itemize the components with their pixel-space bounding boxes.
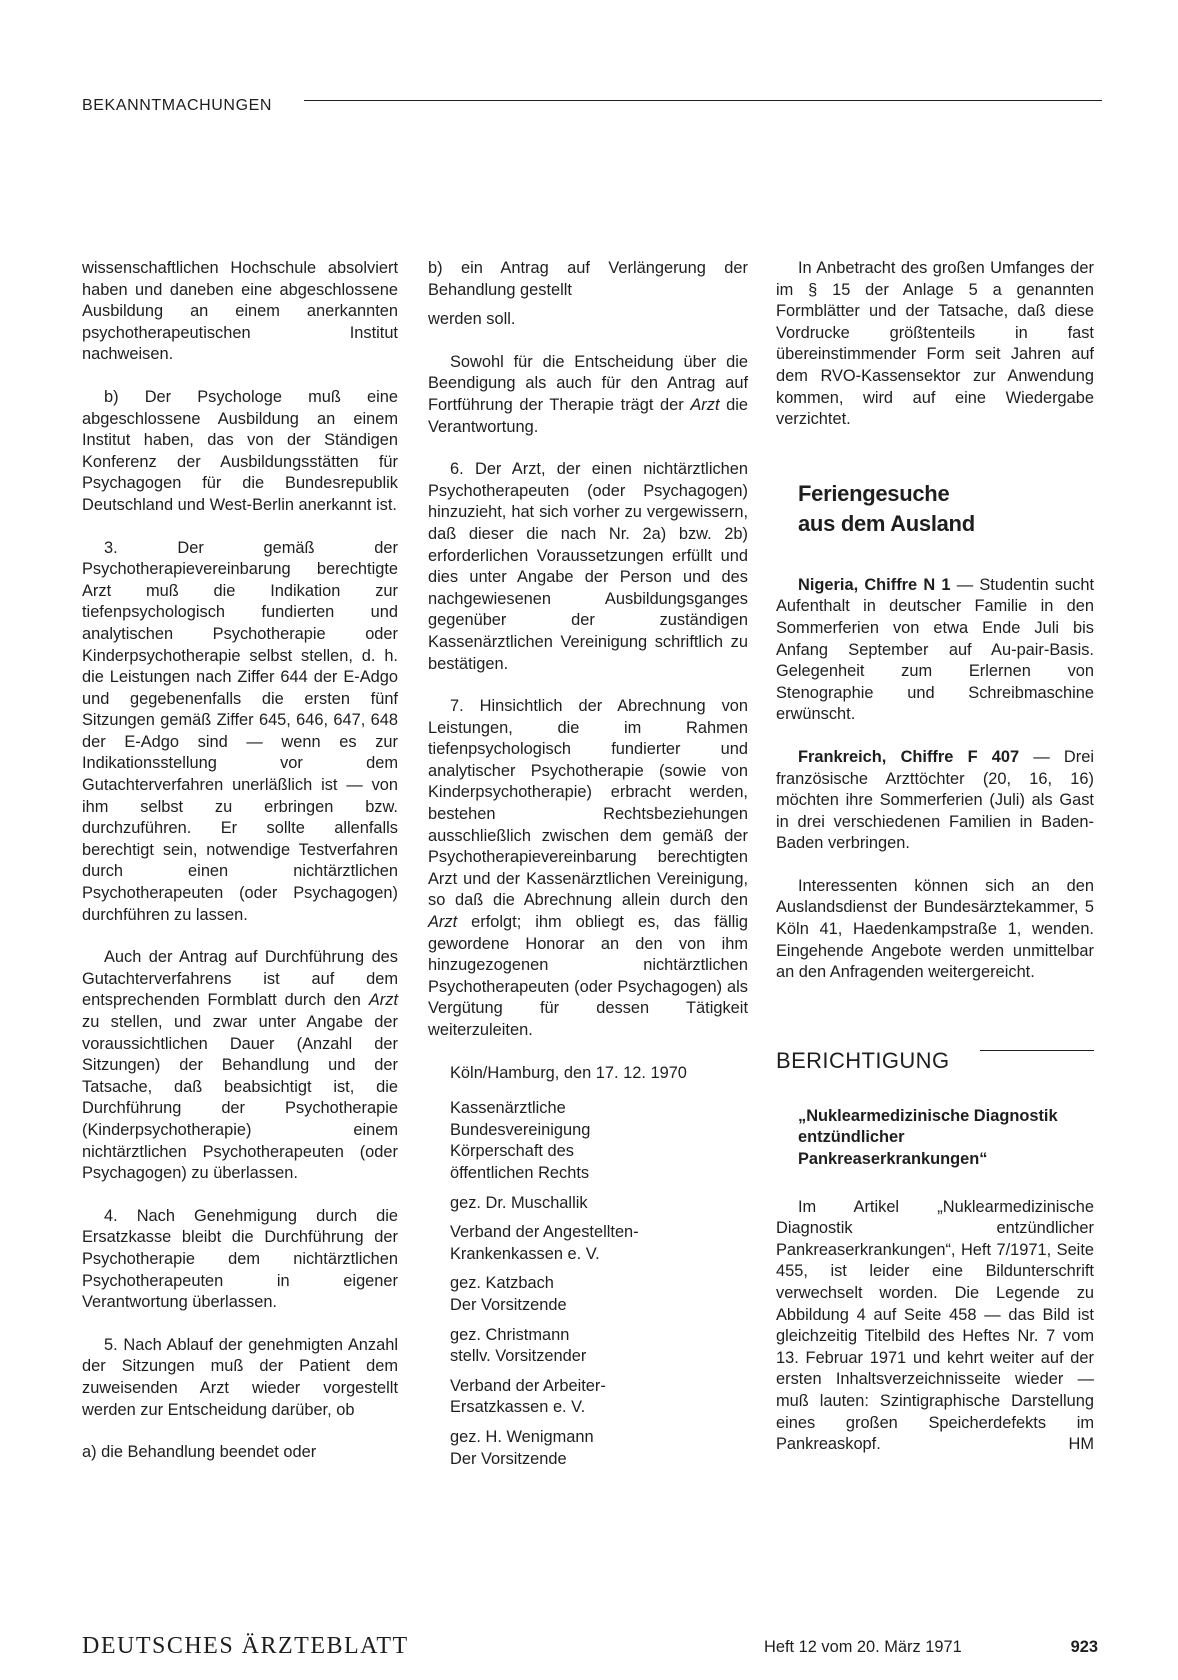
column-1 — [82, 258, 398, 1485]
ad-text: — Drei französische Arzttöchter (20, 16, 16) möchten ihre Sommerferien (Juli) als Gast in drei verschiedenen Familien in Baden-Baden verbringen. — [776, 747, 1094, 853]
text: zu stellen, und zwar unter Angabe der voraussichtlichen Dauer (Anzahl der Sitzungen) der Behandlung und der Tatsache, daß beabsichtigt ist, die Durchführung der Psychotherapie (Kinderpsychotherapie) einem nichtärztlichen Psychotherapeuten (oder Psychagogen) zu überlassen. — [82, 1013, 398, 1183]
paragraph: In Anbetracht des großen Umfanges der im § 15 der Anlage 5 a genannten Formblätter und der Tatsache, daß diese Vordrucke größtenteils in fast übereinstimmender Form seit Jahren auf dem RVO-Kassensektor zur Anwendung kommen, wird auf eine Wiedergabe verzichtet. — [776, 259, 1094, 429]
paragraph: b) ein Antrag auf Verlängerung der Behandlung gestellt — [428, 259, 748, 299]
issue-info: Heft 12 vom 20. März 1971 — [764, 1638, 962, 1656]
subheading-line: entzündlicher — [798, 1128, 905, 1147]
page-number: 923 — [1070, 1638, 1098, 1656]
signature — [450, 1325, 748, 1368]
heading-line: aus dem Ausland — [798, 510, 975, 536]
emphasis: Arzt — [428, 913, 458, 932]
signatory-block — [450, 1222, 748, 1265]
heading-line: Feriengesuche — [798, 480, 950, 506]
paragraph — [776, 1197, 1094, 1456]
signature-name: gez. H. Wenigmann — [450, 1427, 594, 1446]
publication-name: DEUTSCHES ÄRZTEBLATT — [82, 1633, 409, 1659]
paragraph: 3. Der gemäß der Psychotherapievereinbarung berechtigte Arzt muß die Indikation zur tiefenpsychologisch fundierten und analytischen Psychotherapie oder Kinderpsychotherapie selbst stellen, d. h. die Leistungen nach Ziffer 644 der E-Adgo und gegebenenfalls die ersten fünf Sitzungen gemäß Ziffer 645, 646, 647, 648 der E-Adgo sind — wenn es zur Indikationsstellung vor dem Gutachterverfahren unerläßlich ist — von ihm selbst zu erbringen bzw. durchzuführen. Er sollte allenfalls berechtigt sein, notwendige Testverfahren durch einen nichtärztlichen Psychotherapeuten (oder Psychagogen) durchführen zu lassen. — [82, 538, 398, 924]
column-2 — [428, 258, 748, 1478]
text: 7. Hinsichtlich der Abrechnung von Leistungen, die im Rahmen tiefenpsychologisch fundierter und analytischer Psychotherapie (sowie von Kinderpsychotherapie) erbracht werden, bestehen Rechtsbeziehungen ausschließlich zwischen dem gemäß der Psychotherapievereinbarung berechtigten Arzt und der Kassenärztlichen Vereinigung, so daß die Abrechnung allein durch den — [428, 697, 748, 910]
signatory-block — [450, 1376, 748, 1419]
ad-label: Nigeria, Chiffre N 1 — [798, 575, 951, 594]
author-initials: HM — [1068, 1435, 1094, 1454]
org-line: öffentlichen Rechts — [450, 1163, 590, 1182]
org-line: Krankenkassen e. V. — [450, 1244, 600, 1263]
emphasis: Arzt — [368, 991, 398, 1010]
org-line: Verband der Angestellten- — [450, 1223, 639, 1242]
section-heading — [798, 479, 1094, 539]
paragraph — [428, 352, 748, 438]
signature-role: stellv. Vorsitzender — [450, 1347, 587, 1366]
page-footer — [82, 1632, 1102, 1662]
signature — [450, 1427, 748, 1470]
paragraph: a) die Behandlung beendet oder — [82, 1443, 317, 1462]
section-title: BERICHTIGUNG — [776, 1047, 950, 1073]
signatory-block — [450, 1098, 748, 1184]
column-3 — [776, 258, 1094, 1477]
ad-text: — Studentin sucht Aufenthalt in deutscher Familie in den Sommerferien von etwa Ende Juli bis Anfang September auf Au-pair-Basis. Gelegenheit zum Erlernen von Stenographie und Schreibmaschine erwünscht. — [776, 575, 1094, 724]
classified-ad — [776, 747, 1094, 855]
place-date: Köln/Hamburg, den 17. 12. 1970 — [450, 1063, 687, 1082]
paragraph: 4. Nach Genehmigung durch die Ersatzkasse bleibt die Durchführung der Psychotherapie dem nichtärztlichen Psychotherapeuten in eigener Verantwortung überlassen. — [82, 1206, 398, 1312]
paragraph — [428, 696, 748, 1042]
paragraph: 6. Der Arzt, der einen nichtärztlichen Psychotherapeuten (oder Psychagogen) hinzuzieht, hat sich vorher zu vergewissern, daß dieser die nach Nr. 2a) bzw. 2b) erforderlichen Voraussetzungen erfüllt und dies unter Angabe der Person und des nachgewiesenen Ausbildungsganges gegenüber der zuständigen Kassenärztlichen Vereinigung schriftlich zu bestätigen. — [428, 460, 748, 673]
emphasis: Arzt — [690, 395, 720, 414]
paragraph: b) Der Psychologe muß eine abgeschlossene Ausbildung an einem Institut haben, das von der Ständigen Konferenz der Ausbildungsstätten für Psychagogen für die Bundesrepublik Deutschland und West-Berlin anerkannt ist. — [82, 387, 398, 514]
paragraph: 5. Nach Ablauf der genehmigten Anzahl der Sitzungen muß der Patient dem zuweisenden Arzt wieder vorgestellt werden zur Entscheidung darüber, ob — [82, 1335, 398, 1419]
subheading-line: „Nuklearmedizinische Diagnostik — [798, 1106, 1058, 1125]
section-label: BEKANNTMACHUNGEN — [82, 97, 273, 114]
signature-name: gez. Katzbach — [450, 1274, 554, 1293]
signature: gez. Dr. Muschallik — [450, 1193, 588, 1212]
org-line: Bundesvereinigung — [450, 1120, 591, 1139]
paragraph: Interessenten können sich an den Auslandsdienst der Bundesärztekammer, 5 Köln 41, Haedenkampstraße 1, wenden. Eingehende Angebote werden unmittelbar an den Anfragenden weitergereicht. — [776, 876, 1094, 982]
paragraph — [82, 947, 398, 1185]
signature-role: Der Vorsitzende — [450, 1449, 567, 1468]
text: Im Artikel „Nuklearmedizinische Diagnostik entzündlicher Pankreaserkrankungen“, Heft 7/1971, Seite 455, ist leider eine Bildunterschrift verwechselt worden. Die Legende zu Abbildung 4 auf Seite 458 — das Bild ist gleichzeitig Titelbild des Heftes Nr. 7 vom 13. Februar 1971 und kehrt weiter auf der ersten Inhaltsverzeichnisseite wieder — muß lauten: Szintigraphische Darstellung eines großen Speicherdefekts im Pankreaskopf. — [776, 1197, 1094, 1454]
org-line: Körperschaft des — [450, 1142, 574, 1161]
section-rule — [980, 1050, 1094, 1051]
header-rule — [304, 100, 1102, 101]
org-line: Ersatzkassen e. V. — [450, 1398, 586, 1417]
org-line: Verband der Arbeiter- — [450, 1376, 606, 1395]
signature-role: Der Vorsitzende — [450, 1295, 567, 1314]
paragraph: wissenschaftlichen Hochschule absolviert haben und daneben eine abgeschlossene Ausbildung an einem anerkannten psychotherapeutischen Institut nachweisen. — [82, 259, 398, 364]
text: erfolgt; ihm obliegt es, das fällig gewordene Honorar an den von ihm hinzugezogenen nichtärztlichen Psychotherapeuten (oder Psychagogen) als Vergütung für dessen Tätigkeit weiterzuleiten. — [428, 913, 748, 1039]
signature — [450, 1273, 748, 1316]
text: Auch der Antrag auf Durchführung des Gutachterverfahrens ist auf dem entsprechenden Formblatt durch den — [82, 948, 398, 1010]
org-line: Kassenärztliche — [450, 1099, 566, 1118]
signature-name: gez. Christmann — [450, 1325, 570, 1344]
classified-ad — [776, 575, 1094, 726]
subheading-line: Pankreaserkrankungen“ — [798, 1150, 988, 1169]
section-header — [776, 1046, 1094, 1076]
text: Sowohl für die Entscheidung über die Beendigung als auch für den Antrag auf Fortführung der Therapie trägt der — [428, 352, 748, 414]
text: die Verantwortung. — [428, 395, 748, 436]
page-header — [82, 96, 1102, 120]
article-subheading — [798, 1106, 1094, 1171]
paragraph: werden soll. — [428, 310, 516, 329]
ad-label: Frankreich, Chiffre F 407 — [798, 747, 1020, 766]
